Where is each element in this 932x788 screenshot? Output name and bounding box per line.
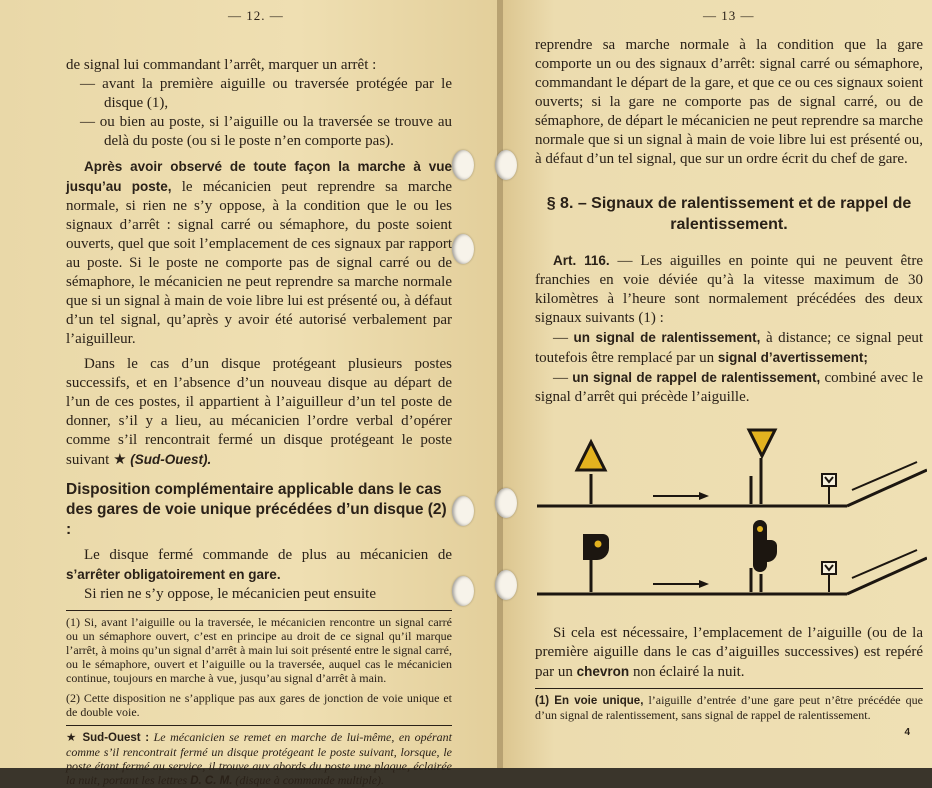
- recall-signal-icon: [749, 430, 775, 504]
- binder-hole: [495, 488, 517, 518]
- chevron-word: chevron: [576, 664, 630, 679]
- paragraph-2: [66, 355, 452, 470]
- article-text: — Les aiguilles en pointe qui ne peuvent être franchies en voie déviée qu’à la vitesse maximum de 30 kilomètres à l’heure sont normalement précédées des deux signaux suivants (1) :: [535, 253, 924, 326]
- page-number-right: — 13 —: [703, 8, 755, 23]
- footnote-right: [535, 693, 923, 722]
- section-heading-right: § 8. – Signaux de ralentissement et de rappel de ralentissement.: [546, 195, 912, 233]
- paragraph-2-text: Dans le cas d’un disque protégeant plusieurs postes successifs, et en l’absence d’un nouveau disque au départ de l’un de ces postes, il appartient à l’aiguilleur d’un tel poste de donner, s’il y a lieu, au mécanicien l’ordre verbal d’opérer comme s’il rencontrait fermé un disque protégeant le poste suivant: [66, 356, 452, 468]
- intro-text: de signal lui commandant l’arrêt, marquer un arrêt :: [66, 57, 377, 73]
- chevron-paragraph-text: Si cela est nécessaire, l’emplacement de l’aiguille (ou de la première aiguille dans le cas d’aiguilles successives) est repéré par un: [535, 625, 923, 680]
- note-text: Le mécanicien se remet en marche de lui-même, en opérant comme s’il rencontrait fermé un disque protégeant le poste suivant, lorsque, le poste étant fermé au service, il trouve aux abords du poste une plaque, éclairée la nuit, portant les lettres: [66, 730, 453, 787]
- footnote-rule: [535, 688, 923, 689]
- binder-hole: [495, 570, 517, 600]
- paragraph-4: Si rien ne s’y oppose, le mécanicien peut ensuite: [84, 586, 376, 602]
- item-2-bold: un signal de rappel de ralentissement,: [572, 370, 821, 385]
- item-1-text: à distance; ce signal peut toutefois être remplacé par un: [535, 330, 923, 366]
- right-column: [535, 36, 923, 407]
- sud-ouest-note: [66, 730, 452, 788]
- footnote-right-text: l’aiguille d’entrée d’une gare peut n’être précédée que d’un signal de ralentissement, sans signal de rappel de ralentissement.: [535, 693, 923, 722]
- item-1: [535, 328, 923, 368]
- note-end: (disque à commande multiple).: [232, 773, 385, 787]
- star-mark: ★: [109, 452, 131, 468]
- binder-hole: [495, 150, 517, 180]
- corner-number: 4: [904, 727, 910, 738]
- binder-hole: [452, 576, 474, 606]
- binder-hole: [452, 150, 474, 180]
- item-2: [535, 368, 923, 407]
- note-label: ★ Sud-Ouest :: [66, 732, 150, 744]
- article-label: Art. 116.: [553, 253, 610, 268]
- article-116: [535, 251, 923, 328]
- chevron-marker-icon: [822, 474, 836, 504]
- paragraph-1-text: le mécanicien peut reprendre sa marche normale, si rien ne s’y oppose, à la condition que le ou les signaux d’arrêt : signal carré ou sémaphore, du poste soient ouverts, quel que soit l’emplacement de ces signaux par rapport au poste. Si le poste ne comporte pas de signal carré ou de sémaphore, le mécanicien ne peut reprendre sa marche normale que si un signal à main de voie libre lui est présenté ou, à défaut d’un tel signal, qu’après y avoir été autorisé verbalement par l’aiguilleur.: [66, 179, 453, 347]
- item-2-text: combiné avec le signal d’arrêt qui précède l’aiguille.: [535, 370, 924, 405]
- right-lower-column: [535, 624, 923, 722]
- paragraph-3: [66, 546, 452, 585]
- direction-arrow-icon: [653, 492, 709, 500]
- footnote-1: (1) Si, avant l’aiguille ou la traversée, le mécanicien rencontre un signal carré ou un sémaphore ouvert, c’est en principe au droit de ce signal qu’il marque l’arrêt, à moins qu’un signal d’arrêt à main lui soit présenté entre le signal carré, ou le sémaphore, ouvert et l’aiguille ou la traversée, auquel cas le mécanicien continue, toujours en marche à vue, jusqu’au signal d’arrêt à main.: [66, 615, 452, 685]
- paragraph-3-bold: s’arrêter obligatoirement en gare.: [66, 567, 281, 582]
- chevron-paragraph: [535, 624, 923, 682]
- chevron-paragraph-end: non éclairé la nuit.: [629, 664, 745, 680]
- paragraph-continued: reprendre sa marche normale à la condition que la gare comporte un ou des signaux d’arrêt: signal carré ou sémaphore, commandant le départ de la gare, et que ce ou ces signaux soient ouverts; si la gare ne comporte pas de signal carré, ou de sémaphore, de départ le mécanicien ne peut reprendre sa marche normale que si un signal à main de voie libre lui est présenté ou, à défaut d’un tel signal, que sur un ordre écrit du chef de gare.: [535, 37, 923, 167]
- paragraph-3-text: Le disque fermé commande de plus au mécanicien de: [84, 547, 452, 563]
- binder-hole: [452, 234, 474, 264]
- section-heading-left: Disposition complémentaire applicable dans le cas des gares de voie unique précédées d’un disque (2) :: [66, 481, 447, 538]
- footnote-2: (2) Cette disposition ne s’applique pas aux gares de jonction de voie unique et de double voie.: [66, 691, 452, 719]
- slowdown-signal-icon: [577, 442, 605, 504]
- stop-light-signal-icon: [751, 520, 777, 592]
- note-dcm: D. C. M.: [190, 775, 233, 787]
- left-column: [66, 56, 452, 788]
- item-2-dash: —: [553, 370, 573, 386]
- footnote-right-bold: (1) En voie unique,: [535, 695, 644, 707]
- direction-arrow-icon: [653, 580, 709, 588]
- right-page: [503, 0, 932, 768]
- note-rule: [66, 725, 452, 726]
- paragraph-2-region: (Sud-Ouest).: [130, 452, 212, 467]
- track-branch-edge: [852, 462, 917, 490]
- paragraph-1-bold: Après avoir observé de toute façon la marche à vue jusqu’au poste,: [66, 159, 452, 194]
- track-branch-edge: [852, 550, 917, 578]
- slowdown-light-signal-icon: [583, 534, 609, 592]
- intro-line: [66, 56, 452, 75]
- item-1-dash: —: [553, 330, 574, 346]
- binder-hole: [452, 496, 474, 526]
- item-1-bold: un signal de ralentissement,: [573, 330, 761, 345]
- bullet-2: — ou bien au poste, si l’aiguille ou la traversée se trouve au delà du poste (ou si le poste n’en comporte pas).: [80, 114, 452, 149]
- footnote-rule: [66, 610, 452, 611]
- paragraph-1: [66, 157, 452, 349]
- signal-diagram: [517, 418, 927, 618]
- chevron-marker-icon: [822, 562, 836, 592]
- bullet-1: — avant la première aiguille ou traversée protégée par le disque (1),: [80, 76, 452, 111]
- page-number-left: — 12. —: [228, 8, 284, 23]
- item-1-bold-2: signal d’avertissement;: [717, 350, 868, 365]
